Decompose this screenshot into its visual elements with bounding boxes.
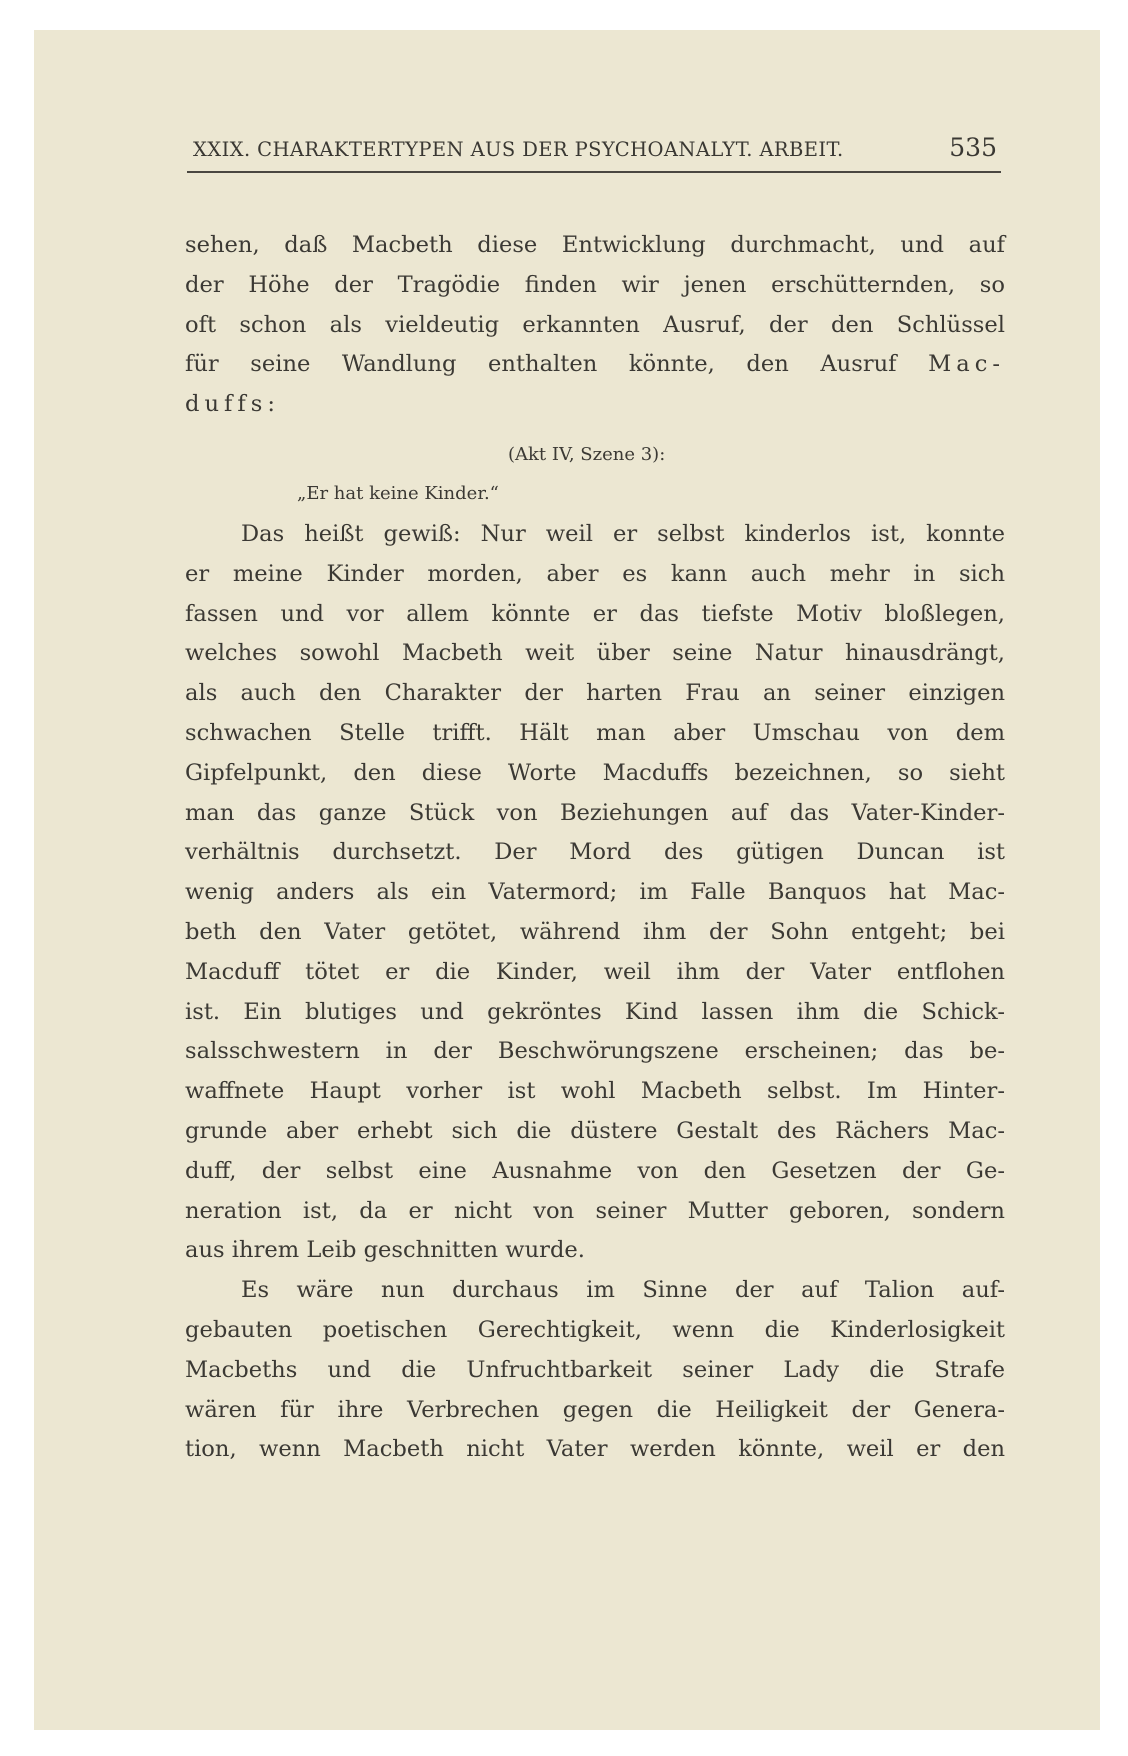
text-segment: für seine Wandlung enthalten könnte, den Ausruf: [185, 351, 897, 378]
spaced-name: duffs:: [185, 391, 280, 418]
text-line: tion, wenn Macbeth nicht Vater werden könnte, weil er den: [185, 1436, 1005, 1463]
text-line: neration ist, da er nicht von seiner Mutter geboren, sondern: [185, 1197, 1005, 1224]
text-line: Macbeths und die Unfruchtbarkeit seiner Lady die Strafe: [185, 1356, 1005, 1383]
text-line: waffnete Haupt vorher ist wohl Macbeth selbst. Im Hinter-: [185, 1078, 1005, 1105]
quote-text: „Er hat keine Kinder.“: [297, 482, 499, 504]
text-line: grunde aber erhebt sich die düstere Gestalt des Rächers Mac-: [185, 1117, 1005, 1144]
text-line: [185, 345, 1005, 385]
text-line: Das heißt gewiß: Nur weil er selbst kinderlos ist, konnte: [241, 520, 1005, 547]
text-line: schwachen Stelle trifft. Hält man aber Umschau von dem: [185, 719, 1005, 746]
text-line: er meine Kinder morden, aber es kann auch mehr in sich: [185, 560, 1005, 587]
text-line: der Höhe der Tragödie finden wir jenen erschütternden, so: [185, 271, 1005, 298]
header-rule: [187, 171, 1001, 173]
text-line: Es wäre nun durchaus im Sinne der auf Talion auf-: [241, 1277, 1005, 1304]
text-line: als auch den Charakter der harten Frau an seiner einzigen: [185, 680, 1005, 707]
spaced-name: Mac-: [928, 351, 1006, 378]
text-line: man das ganze Stück von Beziehungen auf das Vater-Kinder-: [185, 799, 1005, 826]
text-line: gebauten poetischen Gerechtigkeit, wenn die Kinderlosigkeit: [185, 1316, 1005, 1343]
page-header: [187, 126, 1001, 174]
text-line: Macduff tötet er die Kinder, weil ihm der Vater entflohen: [185, 958, 1005, 985]
text-line: oft schon als vieldeutig erkannten Ausruf, der den Schlüssel: [185, 311, 1005, 338]
running-head: XXIX. CHARAKTERTYPEN AUS DER PSYCHOANALYT. ARBEIT.: [193, 138, 844, 161]
page-number: 535: [949, 133, 997, 162]
text-line: aus ihrem Leib geschnitten wurde.: [185, 1237, 585, 1264]
book-page: [34, 30, 1100, 1730]
text-line: welches sowohl Macbeth weit über seine Natur hinausdrängt,: [185, 640, 1005, 667]
body-text: [185, 226, 1005, 1470]
text-line: sehen, daß Macbeth diese Entwicklung durchmacht, und auf: [185, 232, 1005, 258]
text-line: beth den Vater getötet, während ihm der Sohn entgeht; bei: [185, 918, 1005, 945]
text-line: verhältnis durchsetzt. Der Mord des gütigen Duncan ist: [185, 839, 1005, 866]
text-line: fassen und vor allem könnte er das tiefste Motiv bloßlegen,: [185, 600, 1005, 627]
text-line: duff, der selbst eine Ausnahme von den Gesetzen der Ge-: [185, 1157, 1005, 1184]
text-line: wenig anders als ein Vatermord; im Falle Banquos hat Mac-: [185, 879, 1005, 906]
quote-block: [185, 425, 1005, 515]
text-line: ist. Ein blutiges und gekröntes Kind lassen ihm die Schick-: [185, 998, 1005, 1025]
text-line: wären für ihre Verbrechen gegen die Heiligkeit der Genera-: [185, 1396, 1005, 1423]
text-line: Gipfelpunkt, den diese Worte Macduffs bezeichnen, so sieht: [185, 759, 1005, 786]
quote-reference: (Akt IV, Szene 3):: [508, 443, 666, 465]
text-line: [185, 385, 1005, 425]
text-line: salsschwestern in der Beschwörungszene erscheinen; das be-: [185, 1038, 1005, 1065]
